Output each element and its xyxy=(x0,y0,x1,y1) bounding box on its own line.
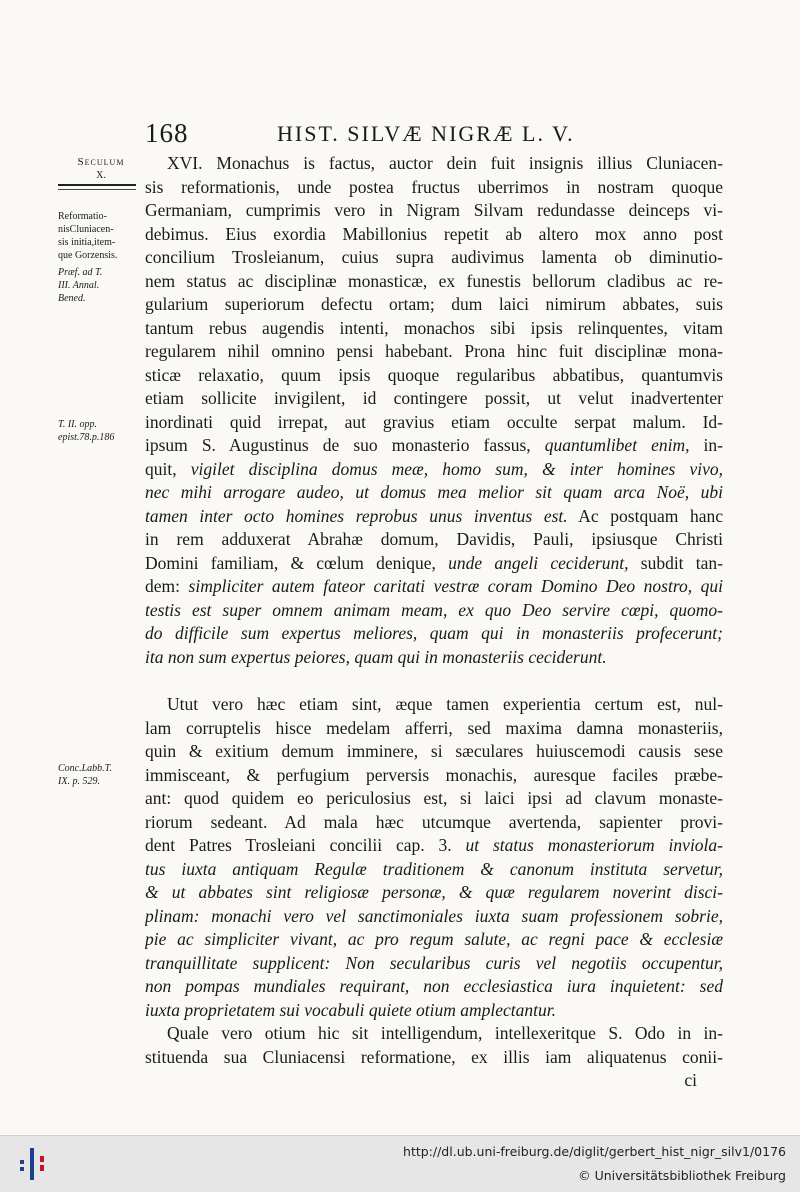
italic-quote: tranquillitate supplicent: Non secularibus curis vel negotiis occupentur, xyxy=(145,952,723,973)
italic-quote: unde angeli ceciderunt, xyxy=(448,552,629,573)
permalink-url[interactable]: http://dl.ub.uni-freiburg.de/diglit/gerbert_hist_nigr_silv1/0176 xyxy=(403,1144,786,1159)
margin-seculum xyxy=(58,156,144,192)
text-line: nem status ac disciplinæ monasticæ, ex funestis bellorum cladibus ac re- xyxy=(145,270,723,291)
running-head xyxy=(0,118,800,154)
page-number: 168 xyxy=(145,118,189,148)
text-line: inordinati quid irrepat, aut gravius etiam occulte serpat malum. Id- xyxy=(145,411,723,432)
margin-note-concilium xyxy=(58,762,144,788)
copyright-text: © Universitätsbibliothek Freiburg xyxy=(578,1168,786,1183)
italic-quote: vigilet disciplina domus meæ, homo sum, & inter homines vivo, xyxy=(190,458,723,479)
text-line: Germaniam, cumprimis vero in Nigram Silvam redundasse deinceps vi- xyxy=(145,200,723,220)
italic-quote: ita non sum expertus peiores, quam qui in monasteriis ceciderunt. xyxy=(145,646,607,667)
margin-note-line: que Gorzensis. xyxy=(58,250,118,261)
text-line xyxy=(145,764,723,788)
paragraph-gap xyxy=(145,669,723,693)
catchword: ci xyxy=(684,1070,697,1090)
roman-text: riorum sedeant. Ad mala hæc utcumque avertenda, sapienter provi- xyxy=(145,811,723,832)
roman-text: quit, xyxy=(145,458,191,479)
seculum-label: Seculum xyxy=(77,156,125,168)
text-line: sticæ relaxatio, quum ipsis quoque regularibus abbatibus, quantumvis xyxy=(145,364,723,385)
italic-quote: ut status monasteriorum inviola- xyxy=(465,835,723,855)
text-line xyxy=(145,434,723,458)
margin-note-line: sis initia,item- xyxy=(58,237,116,248)
text-line xyxy=(145,999,723,1023)
margin-note-reformatio xyxy=(58,210,144,262)
text-line: sis reformationis, unde postea fructus uberrimos in nostram quoque xyxy=(145,176,723,197)
running-title: HIST. SILVÆ NIGRÆ L. V. xyxy=(277,121,575,146)
margin-note-line: Bened. xyxy=(58,293,86,304)
text-line xyxy=(145,905,723,929)
text-line xyxy=(145,952,723,976)
roman-text: immisceant, & perfugium perversis monachis, auresque faciles præbe- xyxy=(145,764,723,785)
roman-text: ant: quod quidem eo periculosius est, si laici ipsi ad clavum monaste- xyxy=(145,788,723,808)
italic-quote: & ut abbates sint religiosæ personæ, & quæ regularem noverint disci- xyxy=(145,882,723,902)
italic-quote: iuxta proprietatem sui vocabuli quiete otium amplectantur. xyxy=(145,999,557,1020)
margin-note-praef xyxy=(58,266,144,305)
text-line xyxy=(145,481,723,505)
roman-text: ipsum S. Augustinus de suo monasterio fassus, xyxy=(145,435,545,455)
footer-bar xyxy=(0,1135,800,1192)
text-line: Quale vero otium hic sit intelligendum, intellexeritque S. Odo in in- xyxy=(167,1023,723,1043)
text-line xyxy=(145,834,723,858)
margin-note-line: epist.78.p.186 xyxy=(58,432,115,443)
margin-note-line: T. II. opp. xyxy=(58,419,97,430)
margin-note-line: nisCluniacen- xyxy=(58,224,114,235)
body-text xyxy=(145,152,723,1093)
paragraph-2 xyxy=(145,693,723,1022)
text-line xyxy=(145,787,723,811)
italic-quote: non pompas mundiales requirant, non ecclesiastica iura inquietent: sed xyxy=(145,976,723,996)
paragraph-1-continued xyxy=(145,434,723,669)
text-line xyxy=(145,646,723,670)
italic-quote: nec mihi arrogare audeo, ut domus mea melior sit quam arca Noë, ubi xyxy=(145,482,723,502)
margin-note-line: III. Annal. xyxy=(58,280,100,291)
margin-note-line: Conc.Labb.T. xyxy=(58,763,112,774)
italic-quote: quantumlibet enim, xyxy=(544,435,690,455)
text-line: XVI. Monachus is factus, auctor dein fuit insignis illius Cluniacen- xyxy=(167,153,723,173)
paragraph-3 xyxy=(145,1022,723,1069)
text-line xyxy=(145,693,723,717)
text-line xyxy=(145,552,723,576)
text-line xyxy=(145,717,723,741)
text-line: regularem nihil omnino pensi habebant. Prona hinc fuit disciplinæ mona- xyxy=(145,341,723,361)
roman-text: lam corruptelis hisce medelam afferri, sed maxima damna monasteriis, xyxy=(145,717,723,738)
seculum-number: X. xyxy=(96,170,106,181)
italic-quote: pie ac simpliciter vivant, ac pro regum salute, ac regni pace & ecclesiæ xyxy=(145,929,723,949)
roman-text: dent Patres Trosleiani concilii cap. 3. xyxy=(145,835,466,855)
margin-rule xyxy=(58,184,136,190)
text-line xyxy=(145,599,723,623)
text-line xyxy=(145,622,723,646)
text-line xyxy=(145,505,723,529)
roman-text: in- xyxy=(689,435,723,455)
text-line xyxy=(145,575,723,599)
margin-note-augustinus xyxy=(58,418,144,444)
roman-text: Utut vero hæc etiam sint, æque tamen experientia certum est, nul- xyxy=(167,694,723,714)
margin-note-line: Præf. ad T. xyxy=(58,267,103,278)
italic-quote: testis est super omnem animam meam, ex quo Deo servire cœpi, quomo- xyxy=(145,599,723,620)
text-line: tantum rebus augendis intenti, monachos sibi ipsis relinquentes, vitam xyxy=(145,317,723,338)
text-line xyxy=(145,740,723,764)
text-line: concilium Trosleianum, cuius supra audivimus lamenta ob diminutio- xyxy=(145,247,723,267)
text-line: stituenda sua Cluniacensi reformatione, ex illis iam aliquatenus conii- xyxy=(145,1046,723,1067)
roman-text: Ac postquam hanc xyxy=(567,505,723,526)
text-line: etiam sollicite invigilent, id contingere possit, ut velut inadvertenter xyxy=(145,388,723,408)
roman-text: dem: xyxy=(145,576,189,596)
roman-text: in rem adduxerat Abrahæ domum, Davidis, Pauli, ipsiusque Christi xyxy=(145,529,723,549)
roman-text: quin & exitium demum imminere, si sæculares huiuscemodi causis sese xyxy=(145,741,723,761)
italic-quote: tamen inter octo homines reprobus unus inventus est. xyxy=(145,505,568,526)
italic-quote: simpliciter autem fateor caritati vestræ coram Domino Deo nostro, qui xyxy=(188,576,723,596)
italic-quote: plinam: monachi vero vel sanctimoniales iuxta suam professionem sobrie, xyxy=(145,905,723,926)
roman-text: Domini familiam, & cœlum denique, xyxy=(145,552,449,573)
margin-note-line: Reformatio- xyxy=(58,211,107,222)
italic-quote: do difficile sum expertus meliores, quam qui in monasteriis profecerunt; xyxy=(145,623,723,643)
italic-quote: tus iuxta antiquam Regulæ traditionem & canonum instituta servetur, xyxy=(145,858,723,879)
text-line xyxy=(145,881,723,905)
text-line: debimus. Eius exordia Mabillonius repetit ab altero mox anno post xyxy=(145,223,723,244)
text-line xyxy=(145,811,723,835)
text-line xyxy=(145,928,723,952)
text-line xyxy=(145,458,723,482)
text-line xyxy=(145,858,723,882)
text-line: gularium superiorum defectu ortam; dum laici nimirum abbates, suis xyxy=(145,294,723,314)
paragraph-1 xyxy=(145,152,723,434)
text-line xyxy=(145,528,723,552)
text-line xyxy=(145,975,723,999)
ub-freiburg-logo-icon xyxy=(18,1146,48,1182)
roman-text: subdit tan- xyxy=(628,552,723,573)
margin-note-line: IX. p. 529. xyxy=(58,776,100,787)
